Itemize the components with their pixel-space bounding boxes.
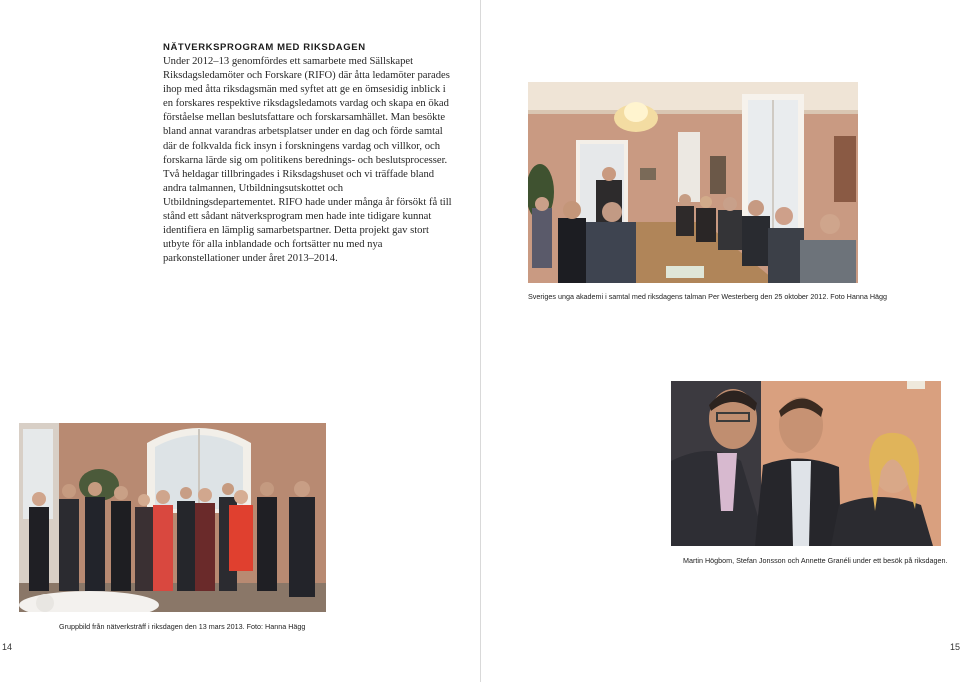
article-body: Under 2012–13 genomfördes ett samarbete med Sällskapet Riksdagsledamöter och Forskare (RIFO) där åtta ledamöter parades ihop med åtta riksdagsmän med syftet att ge en ömsesidig inblick i en forskares respektive riksdagsledamots vardag och skapa en ökad förståelse mellan beslutsfattare och forskarsamhället. Man besökte bland annat varandras arbetsplatser under en dag och förde samtal där de folkvalda fick insyn i forskningens vardag och villkor, och forskarna lärde sig om politikens berednings- och beslutsprocesser. Två heldagar tillbringades i Riksdagshuset och vi träffade bland andra talmannen, Utbildningsutskottet och Utbildningsdepartementet. RIFO hade under många år försökt få till stånd ett sådant nätverksprogram men hade inte tidigare kunnat identifiera en lämplig samarbetspartner. Detta projekt gav stort utbyte för alla inblandade och fortsätter nu med nya parkonstellationer under året 2013–2014.: [163, 56, 452, 265]
portrait-photo: [671, 381, 941, 546]
spread-divider: [480, 0, 481, 682]
meeting-photo: [528, 82, 858, 283]
portrait-caption: Martin Högbom, Stefan Jonsson och Annette Granéli under ett besök på riksdagen.: [683, 556, 948, 565]
group-caption: Gruppbild från nätverksträff i riksdagen den 13 mars 2013. Foto: Hanna Hägg: [59, 622, 306, 631]
group-photo: [19, 423, 326, 612]
page-number-right: 15: [950, 642, 960, 652]
article: [163, 40, 453, 266]
article-heading: NÄTVERKSPROGRAM MED RIKSDAGEN: [163, 42, 366, 53]
page-number-left: 14: [2, 642, 13, 652]
meeting-caption: Sveriges unga akademi i samtal med riksdagens talman Per Westerberg den 25 oktober 2012. Foto Hanna Hägg: [528, 292, 888, 301]
